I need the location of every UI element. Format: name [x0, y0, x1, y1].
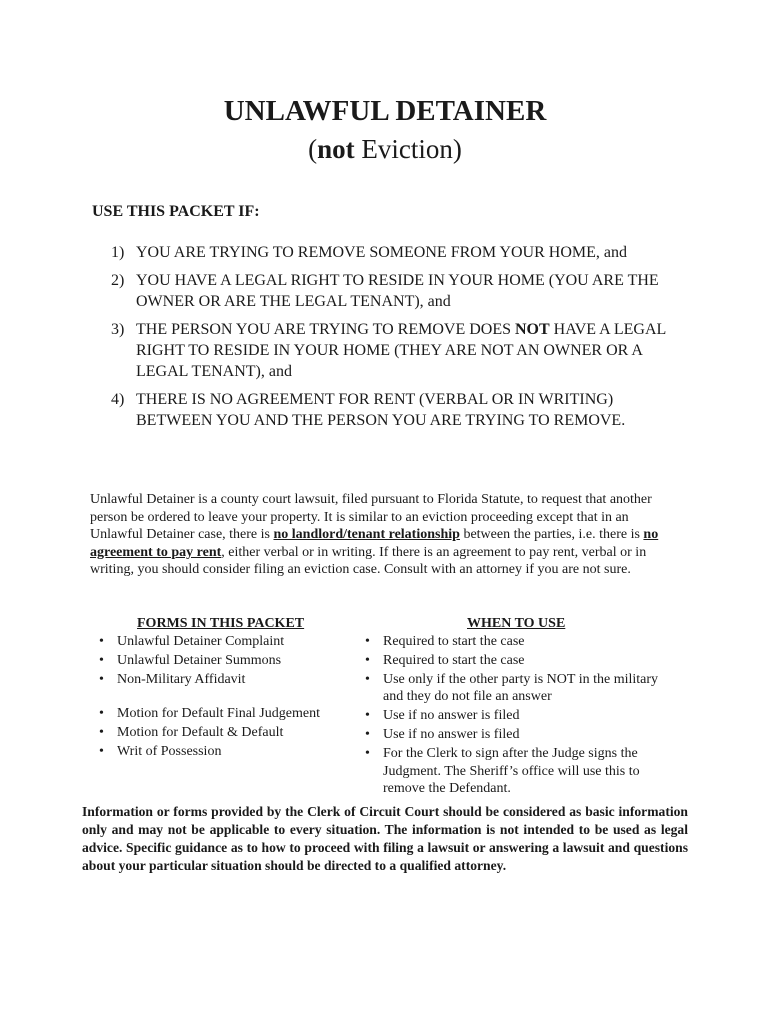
- legal-disclaimer: Information or forms provided by the Clerk of Circuit Court should be considered as basic information only and may not be applicable to every situation. The information is not intended to be used as legal advice. Specific guidance as to how to proceed with filing a lawsuit or answering a lawsuit and questions about your particular situation should be directed to a qualified attorney.: [82, 804, 688, 873]
- forms-heading: FORMS IN THIS PACKET: [137, 616, 305, 631]
- condition-item: [111, 242, 681, 263]
- form-item: • Motion for Default & Default: [96, 724, 356, 742]
- when-item: • Use if no answer is filed: [362, 707, 678, 725]
- when-item: • Required to start the case: [362, 633, 678, 651]
- condition-text: [136, 321, 666, 380]
- page-subtitle: [0, 130, 770, 168]
- when-item: • Use if no answer is filed: [362, 726, 678, 744]
- form-item: • Non-Military Affidavit: [96, 671, 346, 689]
- condition-text: YOU ARE TRYING TO REMOVE SOMEONE FROM YOUR HOME, and: [136, 244, 627, 261]
- subtitle-rest: Eviction): [354, 134, 462, 164]
- form-item: • Writ of Possession: [96, 743, 356, 761]
- description-paragraph: [90, 491, 680, 579]
- use-packet-heading: USE THIS PACKET IF:: [92, 203, 260, 220]
- condition-item: [111, 270, 681, 312]
- condition-item: [111, 319, 681, 382]
- paragraph-part-3: , either verbal or in writing. If there is an agreement to pay rent, verbal or in writing, you should consider filing an eviction case. Consult with an attorney if you are not sure.: [90, 544, 647, 578]
- condition-item: [111, 389, 681, 431]
- conditions-list: [111, 242, 681, 438]
- when-item: • Use only if the other party is NOT in the military and they do not file an answer: [362, 671, 678, 707]
- condition-number: 2): [111, 272, 125, 289]
- form-item: • Unlawful Detainer Summons: [96, 652, 346, 670]
- condition-emphasis: NOT: [515, 321, 550, 338]
- paragraph-part-1: Unlawful Detainer is a county court lawsuit, filed pursuant to Florida Statute, to request that another person be ordered to leave your property. It is similar to an eviction proceeding except that in an Unlawful Detainer case, there is: [90, 492, 652, 543]
- condition-text-before: THE PERSON YOU ARE TRYING TO REMOVE DOES: [136, 321, 515, 338]
- paragraph-emphasis-2: no agreement to pay rent: [90, 527, 659, 560]
- paragraph-emphasis-1: no landlord/tenant relationship: [273, 527, 460, 543]
- subtitle-emphasis: not: [317, 134, 355, 164]
- form-item: • Unlawful Detainer Complaint: [96, 633, 346, 651]
- when-item: • For the Clerk to sign after the Judge signs the Judgment. The Sheriff’s office will use this to remove the Defendant.: [362, 745, 678, 798]
- condition-text-after: HAVE A LEGAL RIGHT TO RESIDE IN YOUR HOME (THEY ARE NOT AN OWNER OR A LEGAL TENANT), and: [136, 321, 666, 380]
- forms-list-1: [96, 633, 346, 689]
- condition-number: 4): [111, 391, 125, 408]
- condition-number: 1): [111, 244, 125, 261]
- condition-text: THERE IS NO AGREEMENT FOR RENT (VERBAL OR IN WRITING) BETWEEN YOU AND THE PERSON YOU ARE TRYING TO REMOVE.: [136, 391, 626, 429]
- paragraph-part-2: between the parties, i.e. there is: [459, 527, 644, 543]
- when-item: • Required to start the case: [362, 652, 678, 670]
- page-title: UNLAWFUL DETAINER: [223, 95, 547, 127]
- when-to-use-list: [362, 633, 678, 799]
- condition-text: YOU HAVE A LEGAL RIGHT TO RESIDE IN YOUR HOME (YOU ARE THE OWNER OR ARE THE LEGAL TENANT), and: [136, 272, 659, 310]
- subtitle-open: (: [308, 134, 318, 164]
- forms-list-2: [96, 705, 356, 761]
- condition-number: 3): [111, 321, 125, 338]
- when-heading: WHEN TO USE: [467, 616, 566, 631]
- form-item: • Motion for Default Final Judgement: [96, 705, 356, 723]
